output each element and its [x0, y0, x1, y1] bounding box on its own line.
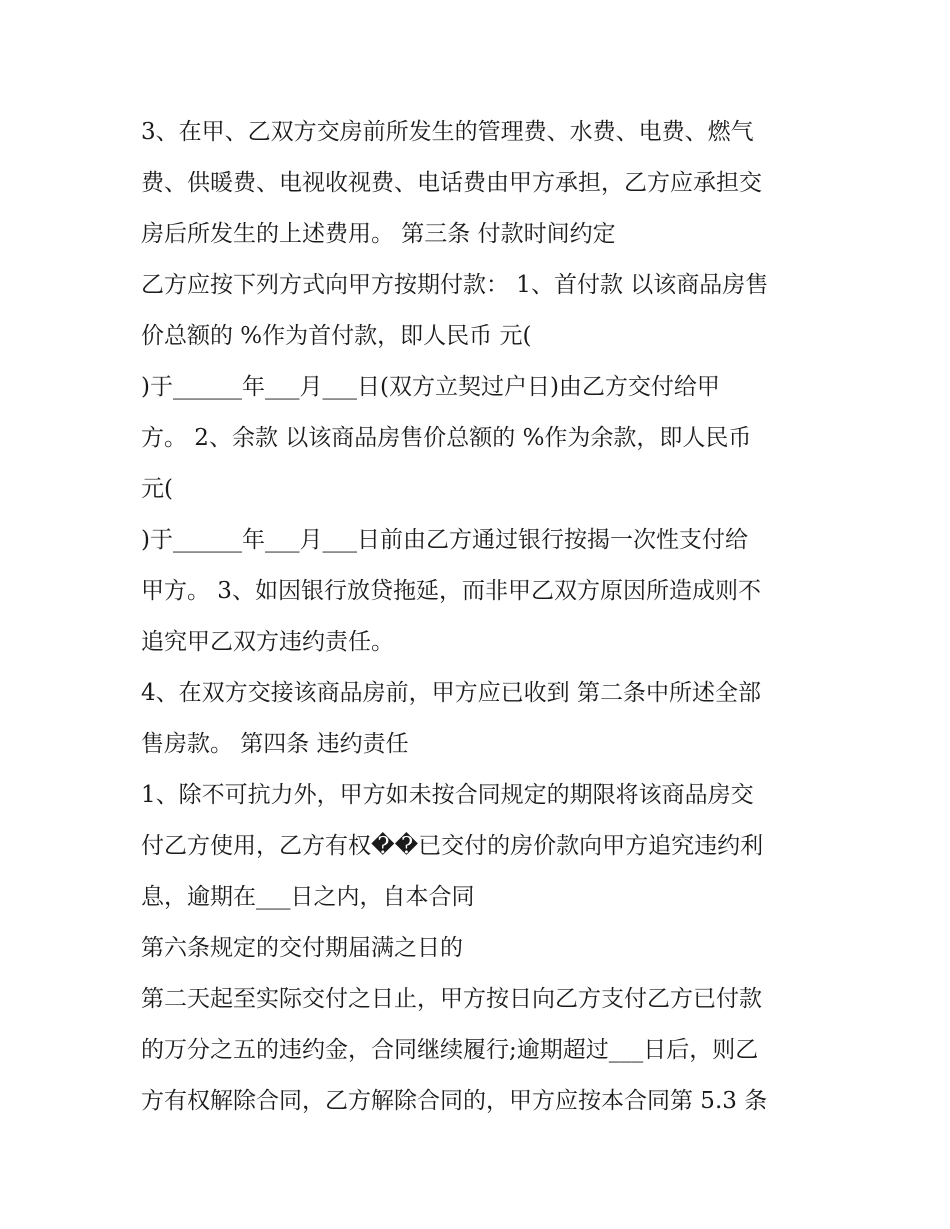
document-line: 房后所发生的上述费用。 第三条 付款时间约定	[141, 221, 616, 247]
document-line: 1、除不可抗力外，甲方如未按合同规定的期限将该商品房交	[141, 782, 754, 808]
document-line: 付乙方使用，乙方有权��已交付的房价款向甲方追究违约利	[141, 833, 764, 859]
document-line: )于______年___月___日前由乙方通过银行按揭一次性支付给	[141, 527, 748, 553]
document-line: 甲方。 3、如因银行放贷拖延，而非甲乙双方原因所造成则不	[141, 578, 761, 604]
document-line: 追究甲乙双方违约责任。	[141, 629, 394, 655]
document-body	[141, 107, 821, 1127]
document-line: )于______年___月___日(双方立契过户日)由乙方交付给甲	[141, 374, 720, 400]
document-line: 3、在甲、乙双方交房前所发生的管理费、水费、电费、燃气	[141, 119, 754, 145]
document-line: 第二天起至实际交付之日止，甲方按日向乙方支付乙方已付款	[141, 986, 762, 1012]
document-line: 价总额的 %作为首付款，即人民币 元(	[141, 323, 532, 349]
document-line: 4、在双方交接该商品房前，甲方应已收到 第二条中所述全部	[141, 680, 761, 706]
document-line: 第六条规定的交付期届满之日的	[141, 935, 463, 961]
document-line: 售房款。 第四条 违约责任	[141, 731, 409, 757]
document-line: 息，逾期在___日之内，自本合同	[141, 884, 475, 910]
document-line: 的万分之五的违约金，合同继续履行;逾期超过___日后，则乙	[141, 1037, 759, 1063]
document-line: 方。 2、余款 以该商品房售价总额的 %作为余款，即人民币	[141, 425, 752, 451]
document-line: 费、供暖费、电视收视费、电话费由甲方承担，乙方应承担交	[141, 170, 762, 196]
document-line: 方有权解除合同，乙方解除合同的，甲方应按本合同第 5.3 条	[141, 1088, 768, 1114]
document-line: 乙方应按下列方式向甲方按期付款： 1、首付款 以该商品房售	[141, 272, 769, 298]
document-line: 元(	[141, 476, 173, 502]
